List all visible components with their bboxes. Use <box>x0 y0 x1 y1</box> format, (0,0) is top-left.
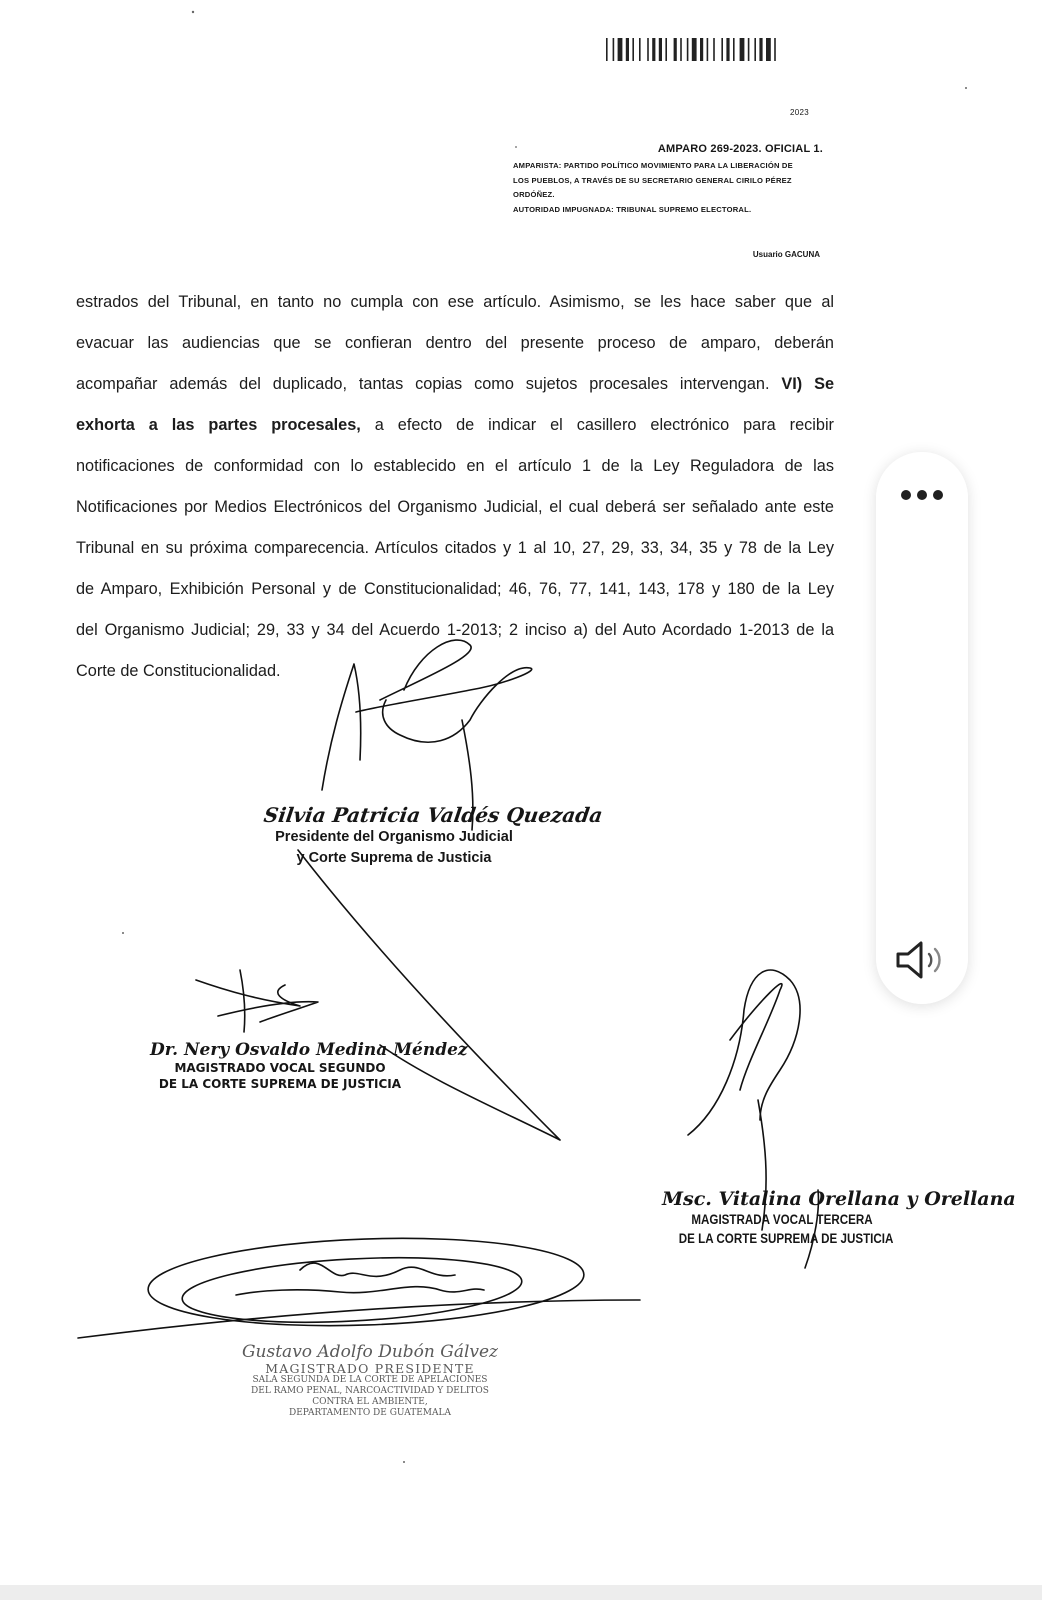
more-options-button[interactable] <box>890 478 954 512</box>
body-line: evacuar las audiencias que se confieran dentro del presente proceso de amparo, deberán <box>76 334 834 352</box>
amparista-line: ORDÓÑEZ. <box>513 190 555 199</box>
body-line: estrados del Tribunal, en tanto no cumpla con ese artículo. Asimismo, se les hace saber que al <box>76 293 834 311</box>
signature-stroke <box>181 1250 524 1330</box>
signature-stroke <box>196 980 300 1006</box>
body-line: del Organismo Judicial; 29, 33 y 34 del Acuerdo 1-2013; 2 inciso a) del Auto Acordado 1-2013 de la <box>76 621 834 639</box>
signature-block-president <box>262 803 605 869</box>
seal-sala-segunda <box>240 1342 500 1419</box>
signer-title: y Corte Suprema de Justicia <box>296 850 492 866</box>
body-line <box>76 375 834 394</box>
usuario-label: Usuario GACUNA <box>752 250 820 259</box>
signature-stroke <box>240 970 245 1032</box>
body-line <box>76 416 834 435</box>
signature-stroke <box>78 1300 640 1338</box>
body-line: Corte de Constitucionalidad. <box>76 662 281 680</box>
body-line-text: acompañar además del duplicado, tantas copias como sujetos procesales intervengan. <box>76 375 770 393</box>
speaker-icon <box>892 936 952 984</box>
screen-bottom-strip <box>0 1585 1042 1600</box>
signature-stroke <box>300 1263 455 1276</box>
signer-title: DE LA CORTE SUPREMA DE JUSTICIA <box>678 1231 894 1246</box>
signature-block-vocal-segundo <box>150 1040 468 1092</box>
body-line-text: a efecto de indicar el casillero electrónico para recibir <box>374 416 834 434</box>
signature-stroke <box>356 668 532 743</box>
amparista-line: LOS PUEBLOS, A TRAVÉS DE SU SECRETARIO GENERAL CIRILO PÉREZ <box>513 175 792 185</box>
seal-line: DEPARTAMENTO DE GUATEMALA <box>289 1408 451 1418</box>
signature-stroke <box>298 850 560 1140</box>
viewer-side-panel <box>876 452 968 1004</box>
section-marker: VI) Se <box>781 375 834 393</box>
signer-title: DE LA CORTE SUPREMA DE JUSTICIA <box>158 1077 402 1091</box>
amparista-line: AMPARISTA: PARTIDO POLÍTICO MOVIMIENTO PARA LA LIBERACIÓN DE <box>513 161 793 170</box>
signer-title: Presidente del Organismo Judicial <box>275 829 513 845</box>
seal-line: CONTRA EL AMBIENTE, <box>312 1397 428 1407</box>
seal-line: SALA SEGUNDA DE LA CORTE DE APELACIONES <box>252 1375 488 1385</box>
body-line: de Amparo, Exhibición Personal y de Constitucionalidad; 46, 76, 77, 141, 143, 178 y 180 de la Ley <box>76 580 834 598</box>
signature-stroke <box>218 1002 318 1022</box>
more-horizontal-icon <box>901 490 911 500</box>
body-line: Notificaciones por Medios Electrónicos del Organismo Judicial, el cual deberá ser señalado ante este <box>76 498 834 516</box>
barcode <box>606 38 814 61</box>
more-horizontal-icon <box>917 490 927 500</box>
case-title: AMPARO 269-2023. OFICIAL 1. <box>657 143 823 155</box>
signer-name: Gustavo Adolfo Dubón Gálvez <box>241 1342 499 1362</box>
signature-stroke <box>236 1287 484 1295</box>
signature-stroke <box>147 1231 586 1332</box>
signer-title: MAGISTRADA VOCAL TERCERA <box>691 1212 873 1227</box>
more-horizontal-icon <box>933 490 943 500</box>
signer-title: MAGISTRADO PRESIDENTE <box>265 1361 475 1376</box>
signature-stroke <box>730 984 782 1090</box>
seal-line: DEL RAMO PENAL, NARCOACTIVIDAD Y DELITOS <box>251 1386 489 1396</box>
body-line: notificaciones de conformidad con lo establecido en el artículo 1 de la Ley Reguladora de las <box>76 457 834 475</box>
signature-stroke <box>688 970 800 1135</box>
document-year: 2023 <box>790 108 809 117</box>
signer-name: Msc. Vitalina Orellana y Orellana <box>662 1188 1016 1210</box>
signer-name: Dr. Nery Osvaldo Medina Méndez <box>150 1040 468 1060</box>
signature-stroke <box>380 640 471 700</box>
signer-name: Silvia Patricia Valdés Quezada <box>262 803 605 827</box>
exhort-emphasis: exhorta a las partes procesales, <box>76 416 361 434</box>
read-aloud-button[interactable] <box>892 936 952 984</box>
autoridad-impugnada: AUTORIDAD IMPUGNADA: TRIBUNAL SUPREMO ELECTORAL. <box>513 204 752 214</box>
body-line: Tribunal en su próxima comparecencia. Artículos citados y 1 al 10, 27, 29, 33, 34, 35 y 78 de la Ley <box>76 539 834 557</box>
signature-stroke <box>322 664 361 790</box>
case-header <box>513 143 823 217</box>
signer-title: MAGISTRADO VOCAL SEGUNDO <box>174 1061 386 1075</box>
signature-block-vocal-tercera <box>662 1188 1016 1248</box>
